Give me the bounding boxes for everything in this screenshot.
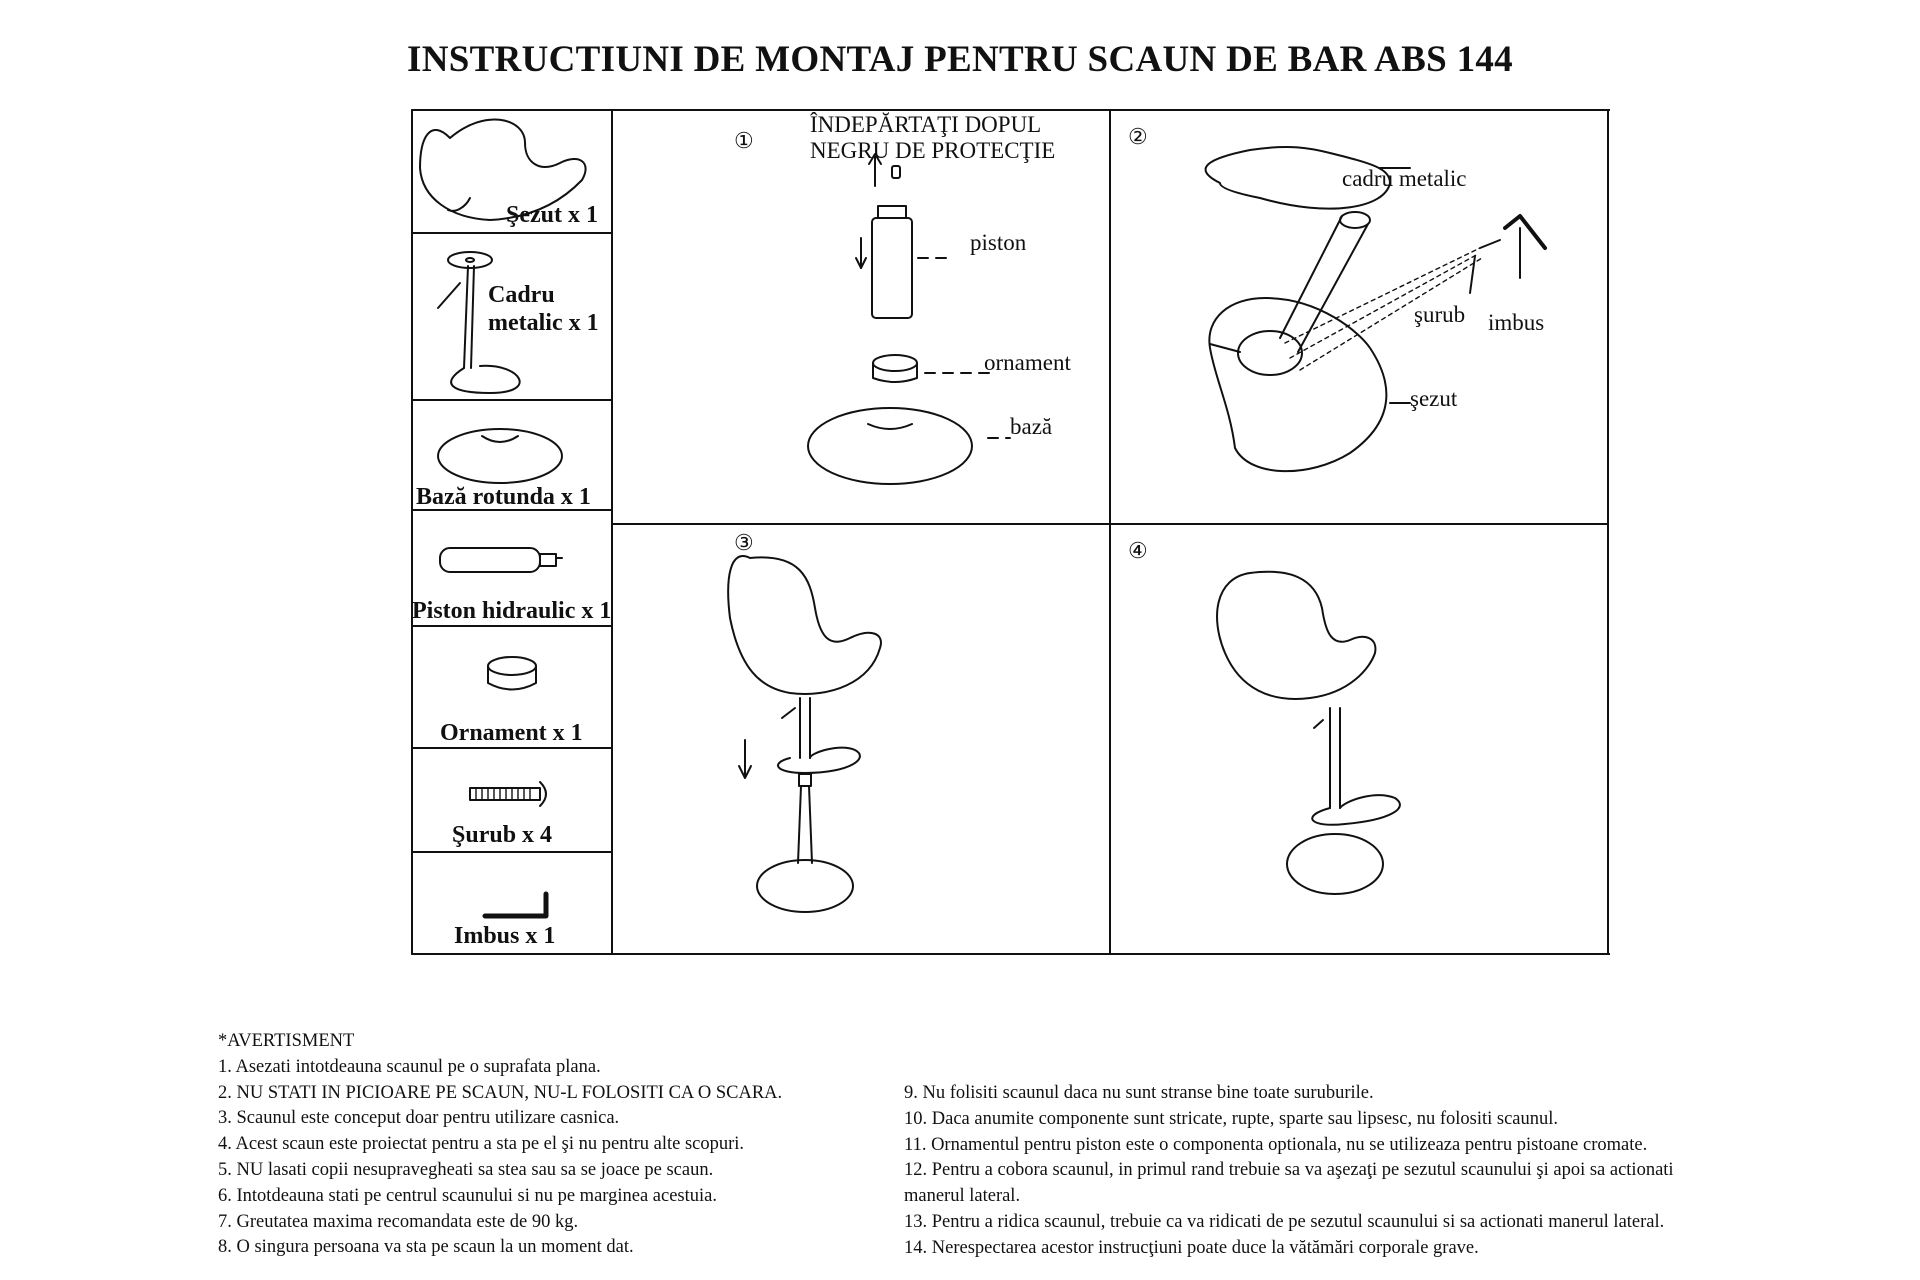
step2-label-seat: şezut bbox=[1410, 386, 1458, 411]
ornament-part-drawing bbox=[488, 657, 536, 690]
step2-label-screw: şurub bbox=[1414, 302, 1466, 327]
warning-item: 14. Nerespectarea acestor instrucţiuni poate duce la vătămări corporale grave. bbox=[904, 1237, 1479, 1258]
warning-item: 6. Intotdeauna stati pe centrul scaunului si nu pe marginea acestuia. bbox=[218, 1185, 717, 1206]
step3-drawing bbox=[728, 556, 881, 912]
warnings-left-column bbox=[218, 1029, 782, 1261]
part-label-piston: Piston hidraulic x 1 bbox=[412, 598, 612, 624]
warning-item: 10. Daca anumite componente sunt stricate, rupte, sparte sau lipsesc, nu folositi scaunul. bbox=[904, 1108, 1559, 1129]
step1-label-base: bază bbox=[1010, 414, 1053, 439]
warning-item: 3. Scaunul este conceput doar pentru utilizare casnica. bbox=[218, 1108, 620, 1129]
document-title: INSTRUCTIUNI DE MONTAJ PENTRU SCAUN DE BAR ABS 144 bbox=[407, 39, 1513, 80]
step1-number: ① bbox=[734, 128, 754, 153]
step1-drawing bbox=[808, 154, 1010, 484]
part-label-ornament: Ornament x 1 bbox=[440, 720, 583, 746]
step4-drawing bbox=[1217, 572, 1400, 894]
warning-item: 1. Asezati intotdeauna scaunul pe o suprafata plana. bbox=[218, 1056, 601, 1077]
screw-part-drawing bbox=[470, 782, 546, 806]
part-label-metal-frame: Cadru bbox=[488, 282, 555, 308]
warnings-right-column bbox=[904, 1081, 1674, 1262]
step2-number: ② bbox=[1128, 124, 1148, 149]
step2-label-metal-frame: cadru metalic bbox=[1342, 166, 1467, 191]
part-label-metal-frame-line2: metalic x 1 bbox=[488, 310, 599, 336]
warning-item: 2. NU STATI IN PICIOARE PE SCAUN, NU-L FOLOSITI CA O SCARA. bbox=[218, 1082, 783, 1103]
warning-item: 5. NU lasati copii nesupravegheati sa stea sau sa se joace pe scaun. bbox=[218, 1159, 714, 1180]
round-base-part-drawing bbox=[438, 429, 562, 483]
step1-note-line1: ÎNDEPĂRTAŢI DOPUL bbox=[810, 112, 1042, 137]
warning-item: 11. Ornamentul pentru piston este o componenta optionala, nu se utilizeaza pentru pistoane cromate. bbox=[904, 1134, 1648, 1155]
step1-label-ornament: ornament bbox=[984, 350, 1071, 375]
warning-item: manerul lateral. bbox=[904, 1186, 1021, 1207]
assembly-diagram-frame bbox=[410, 108, 1610, 956]
warning-item: 7. Greutatea maxima recomandata este de 90 kg. bbox=[218, 1211, 579, 1232]
warnings-heading: *AVERTISMENT bbox=[218, 1031, 355, 1051]
warning-item: 8. O singura persoana va sta pe scaun la un moment dat. bbox=[218, 1237, 634, 1258]
part-label-allen-key: Imbus x 1 bbox=[454, 923, 556, 949]
step4-number: ④ bbox=[1128, 538, 1148, 563]
allen-key-part-drawing bbox=[485, 894, 546, 916]
step1-label-piston: piston bbox=[970, 230, 1027, 255]
warning-item: 12. Pentru a cobora scaunul, in primul rand trebuie sa va aşezaţi pe sezutul scaunului şi apoi sa actionati bbox=[904, 1160, 1674, 1181]
part-label-round-base: Bază rotunda x 1 bbox=[416, 484, 591, 510]
warning-item: 13. Pentru a ridica scaunul, trebuie ca va ridicati de pe sezutul scaunului si sa actionati manerul lateral. bbox=[904, 1211, 1665, 1232]
part-label-seat: Şezut x 1 bbox=[506, 202, 598, 228]
warning-item: 4. Acest scaun este proiectat pentru a sta pe el şi nu pentru alte scopuri. bbox=[218, 1134, 745, 1155]
step1-note-line2: NEGRU DE PROTECŢIE bbox=[810, 138, 1056, 163]
step2-label-allen-key: imbus bbox=[1488, 310, 1545, 335]
warning-item: 9. Nu folisiti scaunul daca nu sunt stranse bine toate suruburile. bbox=[904, 1083, 1374, 1103]
part-label-screw: Şurub x 4 bbox=[452, 822, 553, 848]
step3-number: ③ bbox=[734, 530, 754, 555]
piston-part-drawing bbox=[440, 548, 562, 572]
